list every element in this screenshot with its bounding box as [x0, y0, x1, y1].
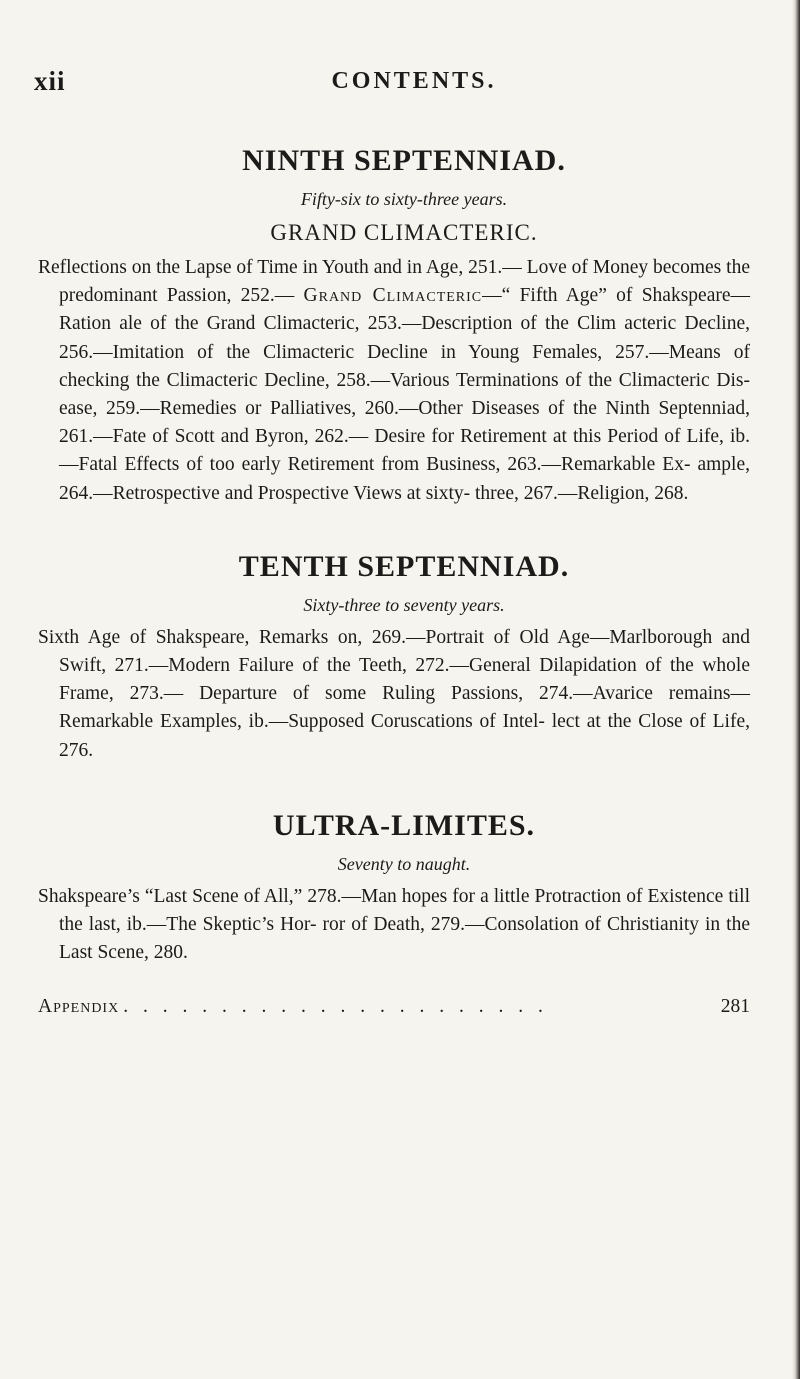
entry-text-rest: —“ Fifth Age” of Shakspeare—Ration ale of the Grand Climacteric, 253.—Description of the Clim acteric Decline, 256.—Imitation of the Climacteric Decline in Young Females, 257.—Means of checking the Climacteric Decline, 258.—Various Terminations of the Climacteric Dis- ease, 259.—Remedies or Palliatives, 260.—Other Diseases of the Ninth Septenniad, 261.—Fate of Scott and Byron, 262.— Desire for Retirement at this Period of Life, ib.—Fatal Effects of too early Retirement from Business, 263.—Remarkable Ex- ample, 264.—Retrospective and Prospective Views at sixty- three, 267.—Religion, 268.	[59, 285, 750, 504]
section-title: TENTH SEPTENNIAD.	[238, 549, 570, 583]
section-title: NINTH SEPTENNIAD.	[242, 144, 566, 177]
section-entry: Shakspeare’s “Last Scene of All,” 278.—Man hopes for a little Protraction of Existence till the last, ib.—The Skeptic’s Hor- ror of Death, 279.—Consolation of Christianity in the Last Scene, 280.	[38, 885, 750, 964]
section-tenth-septenniad	[38, 548, 750, 765]
dot-leader: . . . . . . . . . . . . . . . . . . . . . .	[123, 996, 548, 1018]
section-title: ULTRA-LIMITES.	[272, 808, 536, 842]
section-age-range: Sixty-three to seventy years.	[303, 594, 505, 615]
page-edge-shadow	[792, 0, 800, 1379]
appendix-page-number: 281	[720, 996, 750, 1018]
section-subtitle: GRAND CLIMACTERIC.	[270, 220, 538, 245]
running-title: CONTENTS.	[331, 68, 497, 94]
section-entry	[38, 254, 750, 508]
contents-body	[38, 142, 750, 1021]
running-head	[34, 66, 754, 106]
section-entry: Sixth Age of Shakspeare, Remarks on, 269.—Portrait of Old Age—Marlborough and Swift, 271.—Modern Failure of the Teeth, 272.—General Dilapidation of the whole Frame, 273.— Departure of some Ruling Passions, 274.—Avarice remains— Remarkable Examples, ib.—Supposed Coruscations of Intel- lect at the Close of Life, 276.	[38, 626, 750, 761]
section-age-range: Seventy to naught.	[337, 853, 471, 874]
page-number: xii	[34, 66, 66, 96]
section-ultra-limites	[38, 807, 750, 968]
appendix-entry	[38, 993, 750, 1021]
appendix-label: Appendix	[38, 996, 120, 1018]
section-ninth-septenniad	[38, 142, 750, 508]
section-age-range: Fifty-six to sixty-three years.	[300, 189, 508, 209]
entry-smallcaps-term: Grand Climacteric	[303, 285, 483, 307]
entry-text-lead: Reflections on the Lapse of Time in Youth and in Age, 251.— Love of Money becomes the predominant Passion, 252.—	[38, 257, 750, 307]
